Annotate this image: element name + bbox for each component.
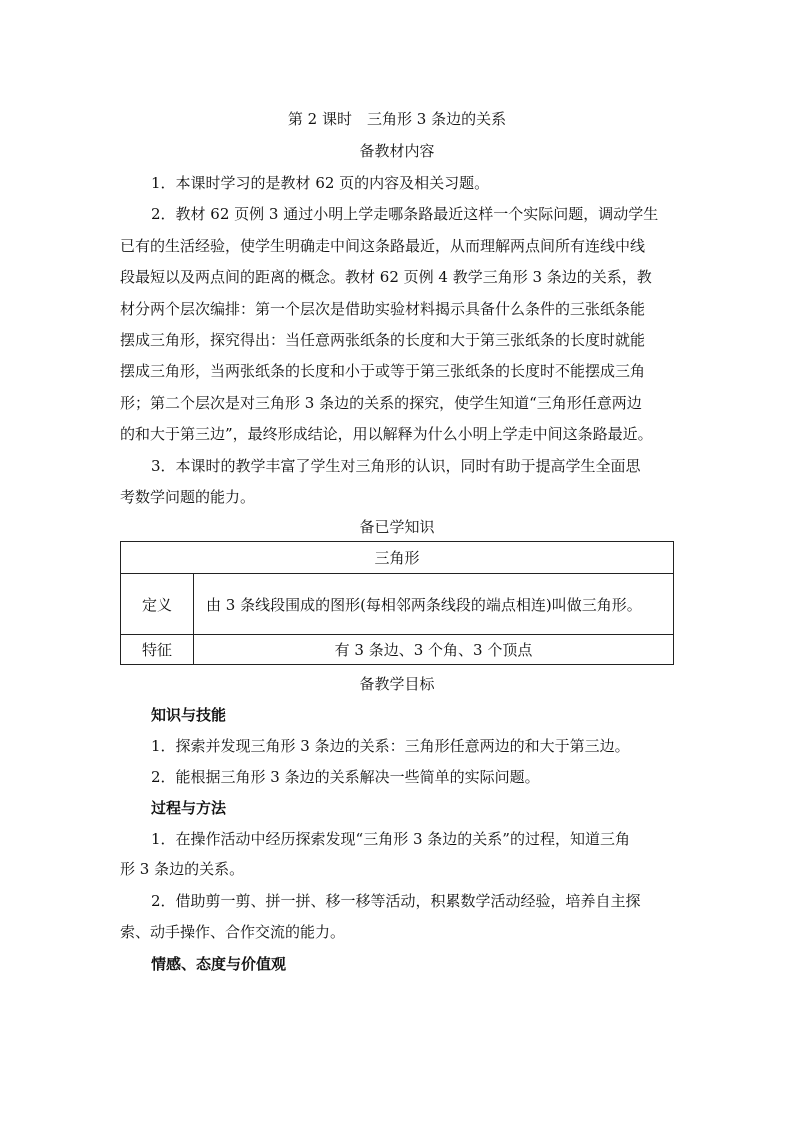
paragraph-line: 材分两个层次编排：第一个层次是借助实验材料揭示具备什么条件的三张纸条能 (120, 300, 646, 318)
paragraph-line: 已有的生活经验，使学生明确走中间这条路最近，从而理解两点间所有连线中线 (120, 237, 646, 255)
subheading-knowledge-skills: 知识与技能 (151, 706, 227, 724)
table-row (121, 574, 674, 635)
table-header-row (121, 542, 674, 574)
paragraph-line: 形；第二个层次是对三角形 3 条边的关系的探究，使学生知道“三角形任意两边 (120, 394, 642, 412)
lesson-title: 第 2 课时 三角形 3 条边的关系 (287, 110, 507, 128)
goal-line: 形 3 条边的关系。 (120, 860, 245, 878)
paragraph-line: 考数学问题的能力。 (120, 488, 256, 506)
table-row (121, 635, 674, 665)
goal-line: 2．能根据三角形 3 条边的关系解决一些简单的实际问题。 (151, 768, 540, 786)
table-header-cell: 三角形 (121, 542, 674, 574)
paragraph-line: 的和大于第三边”，最终形成结论，用以解释为什么小明上学走中间这条路最近。 (120, 425, 653, 443)
goal-line: 索、动手操作、合作交流的能力。 (120, 923, 346, 941)
subheading-emotions-values: 情感、态度与价值观 (151, 955, 287, 973)
paragraph-line: 摆成三角形，探究得出：当任意两张纸条的长度和大于第三张纸条的长度时就能 (120, 331, 646, 349)
definition-value: 由 3 条线段围成的图形(每相邻两条线段的端点相连)叫做三角形。 (194, 574, 674, 635)
feature-value: 有 3 条边、3 个角、3 个顶点 (194, 635, 674, 665)
definition-label: 定义 (121, 574, 194, 635)
goal-line: 1．探索并发现三角形 3 条边的关系：三角形任意两边的和大于第三边。 (151, 737, 630, 755)
heading-teaching-goals: 备教学目标 (359, 675, 435, 693)
paragraph-line: 段最短以及两点间的距离的概念。教材 62 页例 4 教学三角形 3 条边的关系，教 (120, 268, 652, 286)
paragraph-line: 摆成三角形，当两张纸条的长度和小于或等于第三张纸条的长度时不能摆成三角 (120, 362, 646, 380)
feature-label: 特征 (121, 635, 194, 665)
goal-line: 1．在操作活动中经历探索发现“三角形 3 条边的关系”的过程，知道三角 (151, 830, 630, 848)
goal-line: 2．借助剪一剪、拼一拼、移一移等活动，积累数学活动经验，培养自主探 (151, 892, 641, 910)
paragraph-line: 3．本课时的教学丰富了学生对三角形的认识，同时有助于提高学生全面思 (151, 457, 641, 475)
subheading-process-methods: 过程与方法 (151, 799, 227, 817)
heading-prior-knowledge: 备已学知识 (359, 518, 435, 536)
paragraph-line: 1．本课时学习的是教材 62 页的内容及相关习题。 (151, 174, 490, 192)
heading-textbook-content: 备教材内容 (359, 142, 435, 160)
paragraph-line: 2．教材 62 页例 3 通过小明上学走哪条路最近这样一个实际问题，调动学生 (151, 205, 659, 223)
knowledge-table (120, 541, 674, 665)
